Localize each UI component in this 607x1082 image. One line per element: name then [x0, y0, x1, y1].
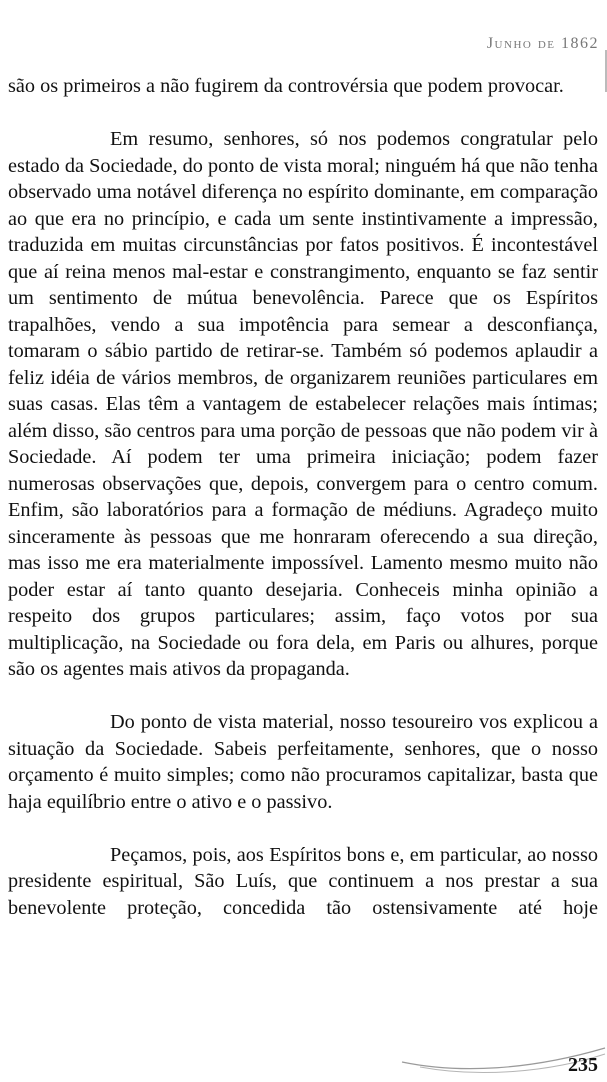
- paragraph-material: Do ponto de vista material, nosso tesoureiro vos explicou a situação da Sociedade. Sabeis perfeitamente, senhores, que o nosso orçamento é muito simples; como não procuramos capitalizar, basta que haja equilíbrio entre o ativo e o passivo.: [8, 711, 598, 813]
- paragraph-continuation: são os primeiros a não fugirem da controvérsia que podem provocar.: [8, 75, 564, 97]
- body-text: [8, 73, 598, 921]
- paragraph-summary: Em resumo, senhores, só nos podemos congratular pelo estado da Sociedade, do ponto de vista moral; ninguém há que não tenha observado uma notável diferença no espírito dominante, em comparação ao que era no princípio, e cada um sente instintivamente a impressão, traduzida em muitas circunstâncias por fatos positivos. É incontestável que aí reina menos mal-estar e constrangimento, enquanto se faz sentir um sentimento de mútua benevolência. Parece que os Espíritos trapalhões, vendo a sua impotência para semear a desconfiança, tomaram o sábio partido de retirar-se. Também só podemos aplaudir a feliz idéia de vários membros, de organizarem reuniões particulares em suas casas. Elas têm a vantagem de estabelecer relações mais íntimas; além disso, são centros para uma porção de pessoas que não podem vir à Sociedade. Aí podem ter uma primeira iniciação; podem fazer numerosas observações que, depois, convergem para o centro comum. Enfim, são laboratórios para a formação de médiuns. Agradeço muito sinceramente às pessoas que me honraram oferecendo a sua direção, mas isso me era materialmente impossível. Lamento mesmo muito não poder estar aí tanto quanto desejaria. Conheceis minha opinião a respeito dos grupos particulares; assim, faço votos por sua multiplicação, na Sociedade ou fora dela, em Paris ou alhures, porque são os agentes mais ativos da propaganda.: [8, 128, 598, 680]
- page-number: 235: [568, 1054, 598, 1076]
- paragraph-closing: Peçamos, pois, aos Espíritos bons e, em particular, ao nosso presidente espiritual, São Luís, que continuem a nos prestar a sua benevolente proteção, concedida tão ostensivamente até hoje: [8, 843, 598, 919]
- running-head: Junho de 1862: [486, 35, 599, 52]
